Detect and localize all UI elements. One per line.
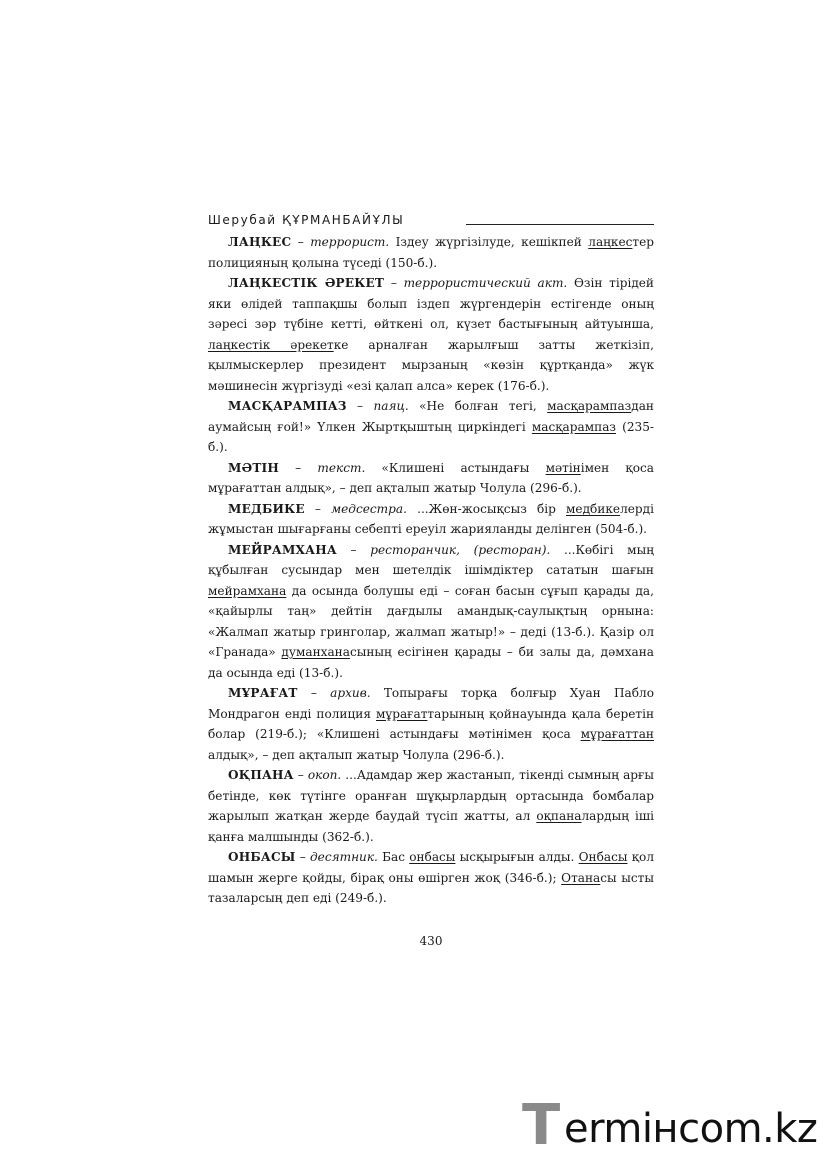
logo-text-part: ermінс bbox=[564, 1106, 700, 1152]
logo-text bbox=[564, 1106, 817, 1152]
entry-dash: – bbox=[297, 686, 331, 700]
entry-dash: – bbox=[293, 768, 308, 782]
entry-translation: террористический акт. bbox=[403, 276, 568, 290]
entry-text: імен қоса мұрағаттан алдық», – деп ақталып жатыр Чолула (296-б.). bbox=[208, 460, 654, 495]
entry-translation: текст. bbox=[317, 460, 366, 475]
entry-translation: паяц. bbox=[373, 399, 409, 413]
entry-underlined-term: мәтін bbox=[545, 460, 581, 475]
entry-underlined-term: онбасы bbox=[409, 850, 456, 864]
page-number: 430 bbox=[419, 933, 443, 948]
entry-text: ...Көбігі мың құбылған сусындар мен шетелдік ішімдіктер сататын шағын bbox=[208, 542, 654, 577]
entry-translation: ресторанчик, (ресторан). bbox=[370, 542, 551, 557]
entry-headword: МҰРАҒАТ bbox=[228, 686, 298, 700]
entry-underlined-term: Отана bbox=[561, 870, 601, 885]
entry-headword: МЕДБИКЕ bbox=[228, 501, 305, 516]
logo-text-part: m.kz bbox=[723, 1106, 818, 1152]
entry-text: «Не болған тегі, bbox=[408, 399, 548, 413]
dictionary-entry bbox=[208, 396, 654, 458]
dictionary-entries bbox=[208, 232, 654, 909]
entry-dash: – bbox=[384, 276, 404, 290]
entry-text: сының есігінен қарады – би залы да, дәмхана да осында еді (13-б.). bbox=[208, 645, 654, 680]
entry-dash: – bbox=[346, 399, 374, 413]
entry-dash: – bbox=[291, 235, 311, 249]
dictionary-entry bbox=[208, 765, 654, 847]
entry-underlined-term: мұрағаттан bbox=[580, 727, 654, 741]
dictionary-entry bbox=[208, 458, 654, 499]
entry-translation: медсестра. bbox=[331, 501, 407, 516]
running-head-text: Шерубай ҚҰРМАНБАЙҰЛЫ bbox=[208, 213, 405, 227]
book-page bbox=[208, 212, 654, 951]
entry-underlined-term: масқарампаз bbox=[531, 419, 616, 434]
entry-headword: ОНБАСЫ bbox=[228, 850, 296, 864]
entry-underlined-term: медбике bbox=[566, 501, 621, 516]
entry-underlined-term: оқпана bbox=[536, 809, 582, 823]
entry-text: (235-б.). bbox=[208, 419, 654, 454]
entry-text: Іздеу жүргізілуде, кешікпей bbox=[389, 235, 589, 249]
entry-dash: – bbox=[336, 542, 371, 557]
entry-text: Бас bbox=[377, 850, 410, 864]
entry-text: тарының қойнауында қала беретін болар (219-б.); «Клишені астындағы мәтінімен қоса bbox=[208, 706, 655, 741]
entry-text: тер полицияның қолына түседі (150-б.). bbox=[208, 235, 654, 270]
entry-underlined-term: мейрамхана bbox=[208, 583, 287, 598]
entry-translation: архив. bbox=[330, 686, 371, 700]
entry-text: лардың іші қанға малшынды (362-б.). bbox=[208, 809, 654, 844]
entry-dash: – bbox=[304, 501, 332, 516]
entry-text: қол шамын жерге қойды, бірақ оны өшірген жоқ (346-б.); bbox=[208, 850, 655, 885]
running-head bbox=[208, 212, 654, 232]
dictionary-entry bbox=[208, 499, 654, 540]
entry-headword: ОҚПАНА bbox=[228, 768, 294, 782]
entry-text: да осында болушы еді – соған басын сұғып қарады да, «қайырлы таң» дейтін дағдылы амандық-саулықтың орнына: «Жалмап жатыр гринголар, жалмап жатыр!» – деді (13-б.). Қазір ол «Гранада» bbox=[208, 583, 654, 659]
entry-text: Өзін тірідей яки өлідей таппақшы болып іздеп жүргендерін естігенде оның зәресі зәр түбіне кетті, өйткені ол, күзет бастығының айтуынша, bbox=[208, 276, 654, 331]
entry-headword: МЕЙРАМХАНА bbox=[228, 542, 337, 557]
dictionary-entry bbox=[208, 683, 654, 765]
entry-dash: – bbox=[295, 850, 310, 864]
logo-t-letter: T bbox=[522, 1093, 561, 1158]
entry-text: ке арналған жарылғыш затты жеткізіп, қылмыскерлер президент мырзаның «көзін құртқанда» жүк мәшинесін жүргізуді «езі қалап алса» керек (176-б.). bbox=[208, 337, 655, 393]
entry-translation: окоп. bbox=[307, 768, 342, 782]
dictionary-entry bbox=[208, 540, 654, 684]
entry-text: ...Адамдар жер жастанып, тікенді сымның арғы бетінде, көк түтінге оранған шұқырлардың ортасында бомбалар жарылып жатқан жерде баудай түсіп жатты, ал bbox=[208, 768, 654, 823]
entry-headword: МӘТІН bbox=[228, 460, 280, 475]
entry-text: ...Жөн-жосықсыз бір bbox=[406, 501, 566, 516]
entry-underlined-term: лаңкес bbox=[588, 235, 633, 249]
entry-headword: МАСҚАРАМПАЗ bbox=[228, 399, 347, 413]
entry-text: ысқырығын алды. bbox=[455, 850, 579, 864]
entry-dash: – bbox=[279, 460, 318, 475]
entry-underlined-term: Онбасы bbox=[578, 850, 628, 864]
dictionary-entry bbox=[208, 232, 654, 273]
entry-text: сы ысты тазаларсың деп еді (249-б.). bbox=[208, 870, 654, 905]
entry-underlined-term: думанхана bbox=[281, 645, 350, 659]
entry-underlined-term: масқарампаз bbox=[547, 399, 632, 413]
entry-headword: ЛАҢКЕС bbox=[228, 235, 292, 249]
entry-underlined-term: мұрағат bbox=[375, 706, 428, 721]
entry-text: алдық», – деп ақталып жатыр Чолула (296-б.). bbox=[208, 747, 505, 762]
logo-text-o: o bbox=[699, 1106, 724, 1152]
entry-text: лерді жұмыстан шығарғаны себепті ереуіл жарияланды делінген (504-б.). bbox=[208, 501, 654, 536]
dictionary-entry bbox=[208, 273, 654, 396]
entry-text: дан аумайсың ғой!» Үлкен Жыртқыштың циркіндегі bbox=[208, 399, 654, 434]
running-head-rule bbox=[466, 224, 654, 225]
dictionary-entry bbox=[208, 847, 654, 909]
entry-headword: ЛАҢКЕСТІК ӘРЕКЕТ bbox=[228, 276, 385, 290]
entry-text: «Клишені астындағы bbox=[365, 460, 546, 475]
entry-translation: десятник. bbox=[310, 850, 378, 864]
entry-underlined-term: лаңкестік әрекет bbox=[208, 337, 334, 352]
entry-translation: террорист. bbox=[310, 235, 390, 249]
termincom-logo bbox=[520, 1093, 820, 1158]
entry-text: Топырағы торқа болғыр Хуан Пабло Мондрагон енді полиция bbox=[208, 686, 654, 721]
